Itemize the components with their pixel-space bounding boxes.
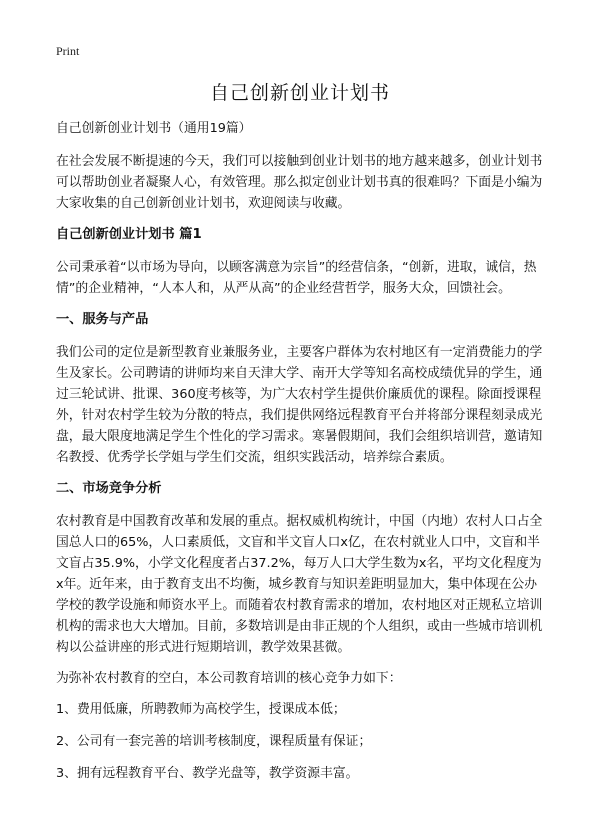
section-title: 自己创新创业计划书 篇1 <box>56 227 202 242</box>
company-motto-paragraph: 公司秉承着“以市场为导向，以顾客满意为宗旨”的经营信条，“创新，进取，诚信，热情”的企业精神，“人本人和，从严从高”的企业经营哲学，服务大众，回馈社会。 <box>56 260 537 296</box>
competitive-point: 3、拥有远程教育平台、教学光盘等，教学资源丰富。 <box>56 766 359 781</box>
competitive-point: 2、公司有一套完善的培训考核制度，课程质量有保证； <box>56 734 372 749</box>
document-body <box>56 118 546 795</box>
services-paragraph: 我们公司的定位是新型教育业兼服务业，主要客户群体为农村地区有一定消费能力的学生及家长。公司聘请的讲师均来自天津大学、南开大学等知名高校成绩优异的学生，通过三轮试讲、批课、360度考核等，为广大农村学生提供价廉质优的课程。除面授课程外，针对农村学生较为分散的特点，我们提供网络远程教育平台并将部分课程刻录成光盘，最大限度地满足学生个性化的学习需求。寒暑假期间，我们会组织培训营，邀请知名教授、优秀学长学姐与学生们交流，组织实践活动，培养综合素质。 <box>56 345 543 465</box>
intro-paragraph: 在社会发展不断提速的今天，我们可以接触到创业计划书的地方越来越多，创业计划书可以帮助创业者凝聚人心，有效管理。那么拟定创业计划书真的很难吗？下面是小编为大家收集的自己创新创业计划书，欢迎阅读与收藏。 <box>56 154 543 211</box>
services-heading: 一、服务与产品 <box>56 312 149 327</box>
document-title: 自己创新创业计划书 <box>209 82 390 104</box>
document-subtitle: 自己创新创业计划书（通用19篇） <box>56 121 252 136</box>
competitiveness-intro: 为弥补农村教育的空白，本公司教育培训的核心竞争力如下： <box>56 671 402 686</box>
competitive-point: 1、费用低廉，所聘教师为高校学生，授课成本低； <box>56 702 346 717</box>
market-analysis-heading: 二、市场竞争分析 <box>56 481 162 496</box>
market-analysis-paragraph: 农村教育是中国教育改革和发展的重点。据权威机构统计，中国（内地）农村人口占全国总人口的65%，人口素质低，文盲和半文盲人口x亿，在农村就业人口中，文盲和半文盲占35.9%，小学文化程度者占37.2%，每万人口大学生数为x名，平均文化程度为x年。近年来，由于教育支出不均衡，城乡教育与知识差距明显加大，集中体现在公办学校的教学设施和师资水平上。而随着农村教育需求的增加，农村地区对正规私立培训机构的需求也大大增加。目前，多数培训是由非正规的个人组织，或由一些城市培训机构以公益讲座的形式进行短期培训，教学效果甚微。 <box>56 514 543 655</box>
print-link[interactable]: Print <box>56 44 80 58</box>
